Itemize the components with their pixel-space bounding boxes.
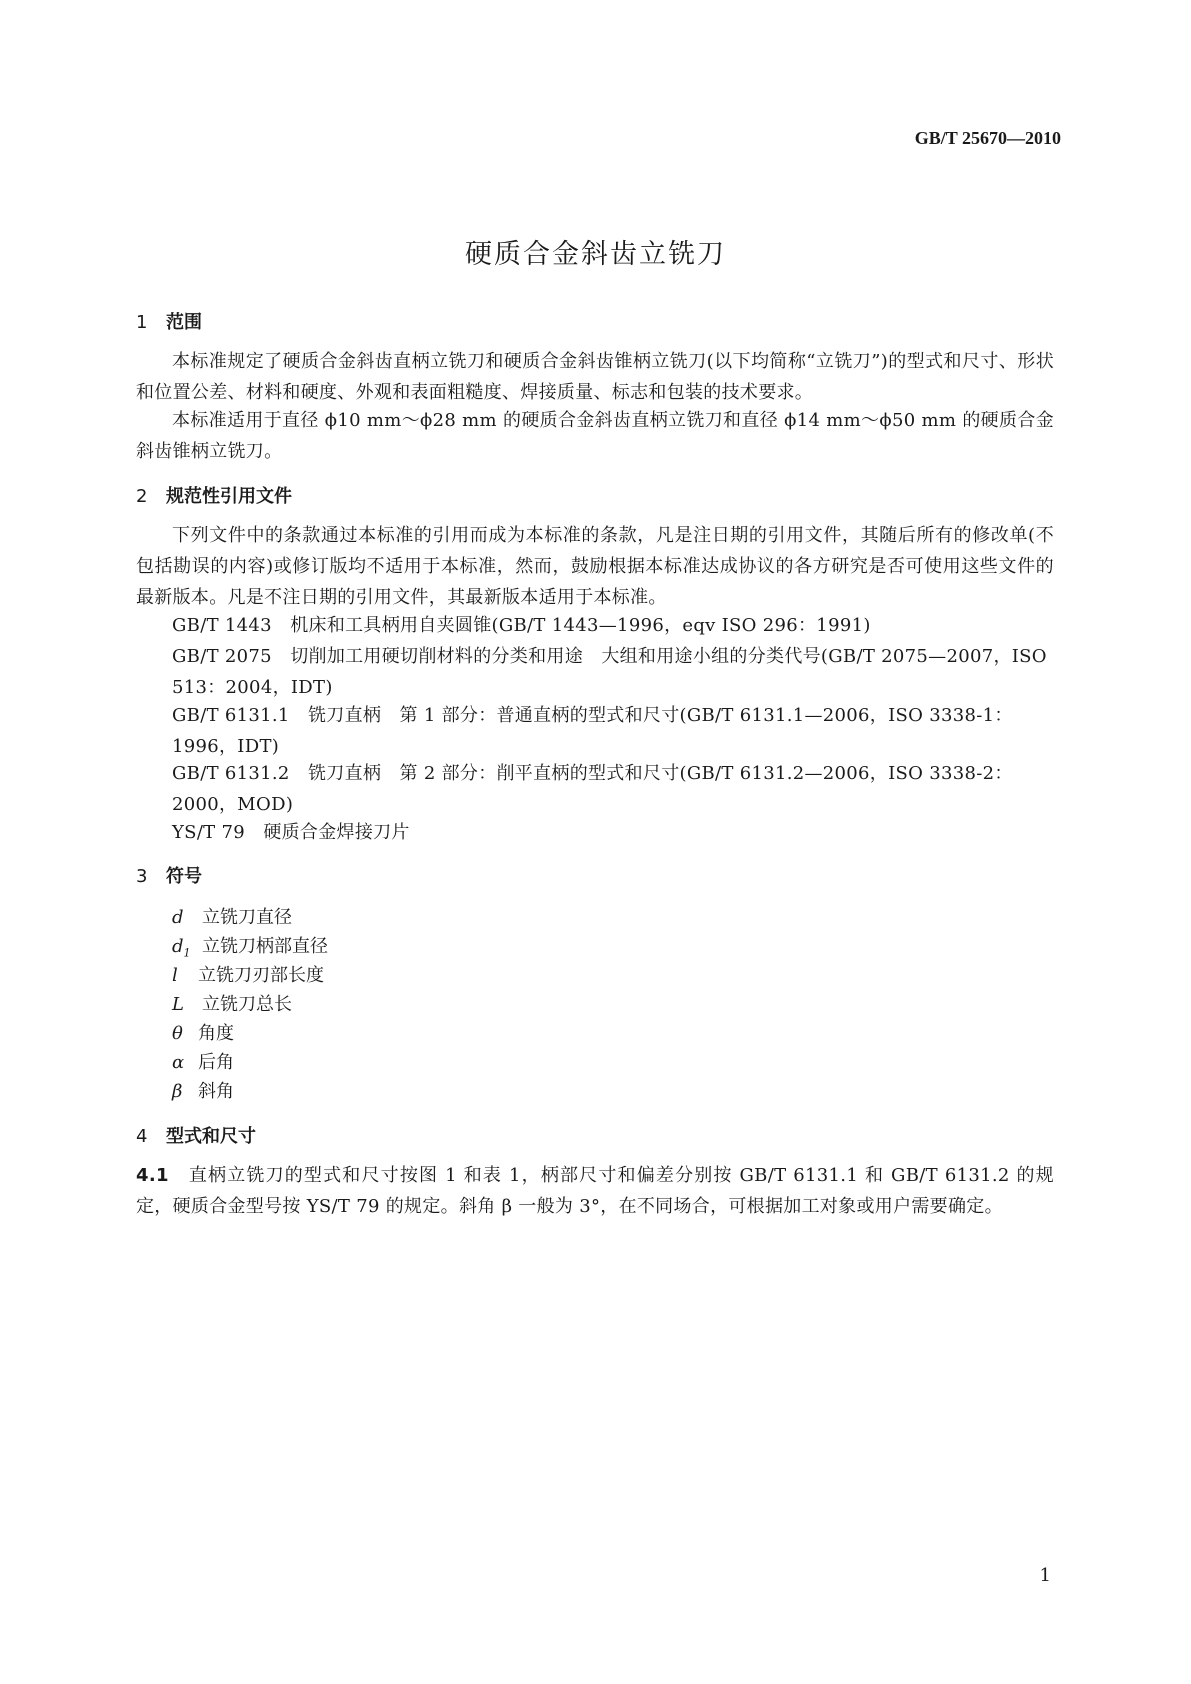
standard-code: GB/T 25670—2010 [914,128,1061,148]
symbol-row [172,1018,234,1049]
reference-item [136,817,1054,848]
clause-text: 直柄立铣刀的型式和尺寸按图 1 和表 1，柄部尺寸和偏差分别按 GB/T 6131.1 和 GB/T 6131.2 的规定，硬质合金型号按 YS/T 79 的规定。斜角 β 一般为 3°，在不同场合，可根据加工对象或用户需要确定。 [136,1165,1054,1217]
symbol-row [172,902,292,933]
reference-text: 铣刀直柄 第 1 部分：普通直柄的型式和尺寸(GB/T 6131.1—2006，ISO 3338-1：1996，IDT) [172,705,1013,757]
section-1-paragraph-2: 本标准适用于直径 ϕ10 mm～ϕ28 mm 的硬质合金斜齿直柄立铣刀和直径 ϕ14 mm～ϕ50 mm 的硬质合金斜齿锥柄立铣刀。 [136,410,1054,462]
section-2-paragraph: 下列文件中的条款通过本标准的引用而成为本标准的条款，凡是注日期的引用文件，其随后所有的修改单(不包括勘误的内容)或修订版均不适用于本标准，然而，鼓励根据本标准达成协议的各方研究是否可使用这些文件的最新版本。凡是不注日期的引用文件，其最新版本适用于本标准。 [136,525,1054,608]
reference-code: YS/T 79 [172,822,246,843]
symbol-row [172,1047,234,1078]
section-title: 型式和尺寸 [166,1126,256,1147]
section-number: 4 [136,1126,148,1147]
reference-item [136,700,1054,762]
section-title: 符号 [166,866,202,887]
reference-code: GB/T 2075 [172,646,272,667]
reference-text: 硬质合金焊接刀片 [263,822,410,843]
section-1-paragraph-1: 本标准规定了硬质合金斜齿直柄立铣刀和硬质合金斜齿锥柄立铣刀(以下均简称“立铣刀”)的型式和尺寸、形状和位置公差、材料和硬度、外观和表面粗糙度、焊接质量、标志和包装的技术要求。 [136,351,1054,403]
symbol: L [172,994,184,1015]
symbol: θ [172,1023,183,1044]
clause-4-1 [136,1160,1054,1222]
page-number: 1 [1039,1565,1051,1586]
section-3-heading [136,862,202,888]
symbol: d [172,936,184,957]
section-title: 范围 [166,312,202,333]
symbol-description: 斜角 [198,1081,234,1102]
reference-text: 铣刀直柄 第 2 部分：削平直柄的型式和尺寸(GB/T 6131.2—2006，ISO 3338-2：2000，MOD) [172,763,1013,815]
reference-item [136,610,1054,641]
symbol-description: 角度 [198,1023,234,1044]
reference-item [136,641,1054,703]
symbol: β [172,1081,183,1102]
symbol-description: 立铣刀总长 [202,994,292,1015]
symbol-description: 立铣刀刃部长度 [198,965,324,986]
clause-number: 4.1 [136,1165,169,1186]
section-title: 规范性引用文件 [166,486,292,507]
reference-code: GB/T 1443 [172,615,272,636]
reference-code: GB/T 6131.2 [172,763,290,784]
section-1-heading [136,308,202,334]
section-4-heading [136,1122,256,1148]
section-number: 2 [136,486,148,507]
reference-text: 机床和工具柄用自夹圆锥(GB/T 1443—1996，eqv ISO 296：1991) [290,615,871,636]
reference-code: GB/T 6131.1 [172,705,290,726]
symbol: α [172,1052,185,1073]
symbol-row [172,989,292,1020]
symbol-description: 立铣刀柄部直径 [202,936,328,957]
symbol-description: 后角 [198,1052,234,1073]
section-number: 3 [136,866,148,887]
document-title: 硬质合金斜齿立铣刀 [465,239,726,270]
section-number: 1 [136,312,148,333]
symbol: d [172,907,184,928]
reference-text: 切削加工用硬切削材料的分类和用途 大组和用途小组的分类代号(GB/T 2075—2007，ISO 513：2004，IDT) [172,646,1047,698]
reference-item [136,758,1054,820]
symbol-description: 立铣刀直径 [202,907,292,928]
symbol-row [172,960,324,991]
section-2-heading [136,482,292,508]
symbol-row [172,1076,234,1107]
symbol: l [172,965,178,986]
symbol-subscript: 1 [183,946,191,960]
